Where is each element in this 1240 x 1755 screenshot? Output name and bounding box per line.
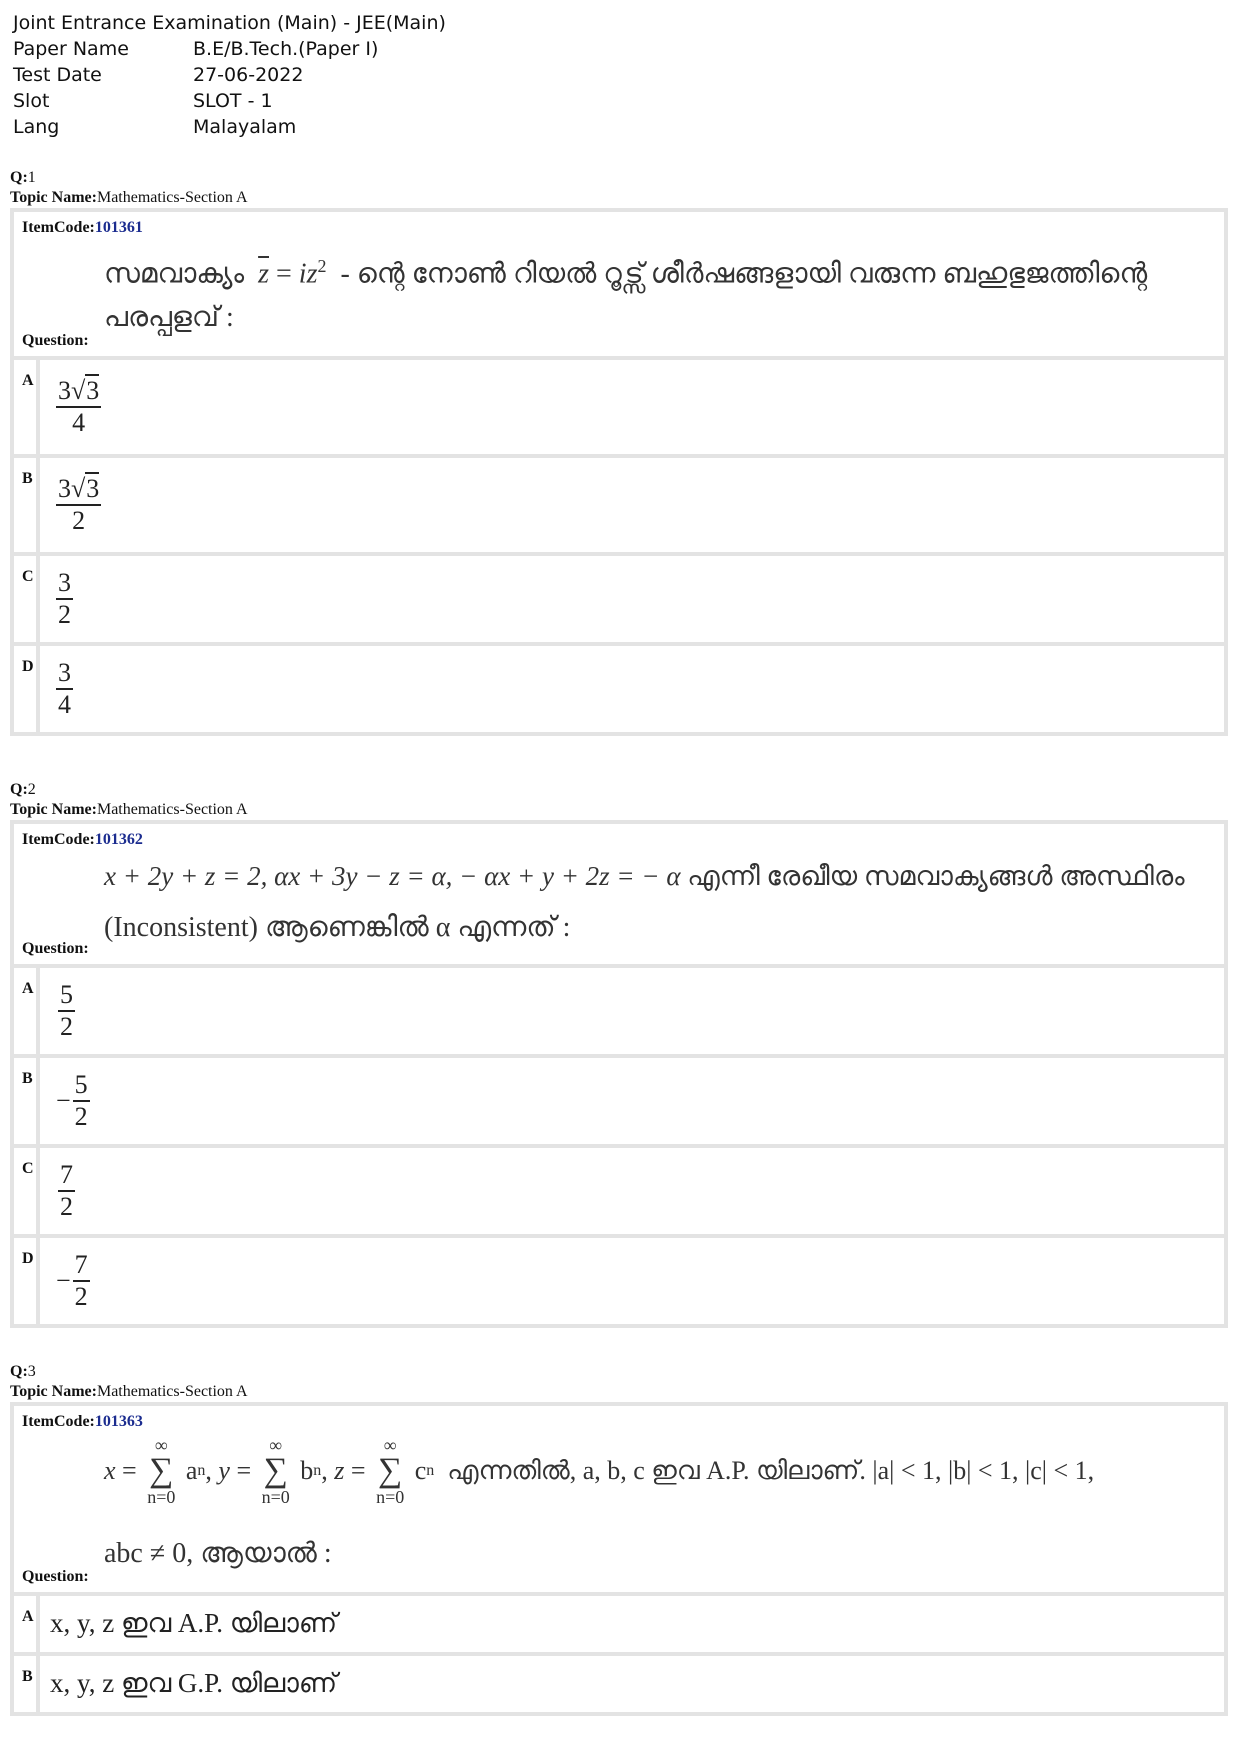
option-d[interactable] [14, 646, 1224, 732]
option-fraction: $\frac{5}{2}$ [60, 980, 73, 1041]
item-code: ItemCode:101361 [22, 219, 143, 236]
option-fraction: $\frac{3√3}{2}$ [58, 474, 100, 535]
topic-name: Topic Name:Mathematics-Section A [10, 1383, 248, 1400]
meta-value: 27-06-2022 [193, 64, 304, 86]
exam-meta [13, 36, 453, 140]
option-a[interactable] [14, 968, 1224, 1058]
question-1 [10, 168, 1228, 736]
exam-title: Joint Entrance Examination (Main) - JEE(Main) [13, 12, 446, 34]
exam-header [13, 10, 453, 140]
question-3 [10, 1362, 1228, 1716]
meta-label: Paper Name [13, 38, 129, 60]
option-fraction: $\frac{7}{2}$ [60, 1160, 73, 1221]
option-b[interactable] [14, 1656, 1224, 1712]
option-fraction: $\frac{7}{2}$ [74, 1250, 88, 1311]
question-stem [14, 1406, 1224, 1596]
option-fraction: $\frac{5}{2}$ [74, 1070, 88, 1131]
question-text-line-2: പരപ്പളവ് : [104, 302, 234, 333]
option-text: x, y, z ഇവ A.P. യിലാണ് [50, 1608, 338, 1638]
meta-label: Slot [13, 90, 50, 112]
meta-label: Lang [13, 116, 60, 138]
question-box [10, 208, 1228, 736]
meta-label: Test Date [13, 64, 102, 86]
option-d[interactable]: D − $\frac{7}{2}$ [14, 1238, 1224, 1324]
option-letter: D [14, 1238, 40, 1324]
question-text-line-2: (Inconsistent) ആണെങ്കിൽ α എന്നത് : [104, 912, 571, 943]
question-label: Question: [22, 1568, 89, 1585]
option-letter: A [14, 968, 40, 1054]
question-number: Q:2 [10, 781, 36, 798]
option-letter: B [14, 1656, 40, 1712]
question-text-line-2: abc ≠ 0, ആയാൽ : [104, 1538, 332, 1569]
option-letter: C [14, 556, 40, 642]
option-letter: A [14, 1596, 40, 1652]
meta-value: Malayalam [193, 116, 297, 138]
option-c[interactable] [14, 1148, 1224, 1238]
option-letter: C [14, 1148, 40, 1234]
meta-value: B.E/B.Tech.(Paper I) [193, 38, 379, 60]
item-code: ItemCode:101362 [22, 831, 143, 848]
question-label: Question: [22, 940, 89, 957]
option-fraction: $\frac{3√3}{4}$ [58, 376, 100, 437]
option-a[interactable] [14, 360, 1224, 458]
question-text-line-1: x + 2y + z = 2, αx + 3y − z = α, − αx + y + 2z = − α എന്നീ രേഖീയ സമവാക്യങ്ങൾ അസ്ഥിരം [104, 861, 1185, 891]
question-text-line-1: സമവാക്യം $\overline{z} = iz^2$ - ന്റെ നോൺ റിയൽ റൂട്സ് ശീർഷങ്ങളായി വരുന്ന ബഹുഭുജത്തിന്റെ [104, 256, 1148, 290]
question-number: Q:1 [10, 169, 36, 186]
option-b[interactable] [14, 458, 1224, 556]
option-c[interactable] [14, 556, 1224, 646]
topic-name: Topic Name:Mathematics-Section A [10, 801, 248, 818]
item-code: ItemCode:101363 [22, 1413, 143, 1430]
topic-name: Topic Name:Mathematics-Section A [10, 189, 248, 206]
option-fraction: $\frac{3}{4}$ [58, 658, 71, 719]
question-2 [10, 780, 1228, 1328]
option-letter: A [14, 360, 40, 454]
option-letter: B [14, 1058, 40, 1144]
question-number: Q:3 [10, 1363, 36, 1380]
question-label: Question: [22, 332, 89, 349]
option-b[interactable]: B − $\frac{5}{2}$ [14, 1058, 1224, 1148]
question-text-line-1: x = ∞ ∑ n=0 a n , y = ∞ ∑ n=0 b n , z = ∞ ∑ n=0 c n എന്നതിൽ, a, b, c ഇവ A.P. യിലാണ്. |a| < 1, |b| < 1, |c| < 1, [104, 1435, 1095, 1507]
question-box [10, 1402, 1228, 1716]
question-stem [14, 212, 1224, 360]
option-fraction: $\frac{3}{2}$ [58, 568, 71, 629]
meta-value: SLOT - 1 [193, 90, 273, 112]
option-a[interactable] [14, 1596, 1224, 1656]
option-text: x, y, z ഇവ G.P. യിലാണ് [50, 1668, 338, 1698]
question-stem [14, 824, 1224, 968]
option-letter: B [14, 458, 40, 552]
question-box [10, 820, 1228, 1328]
option-letter: D [14, 646, 40, 732]
